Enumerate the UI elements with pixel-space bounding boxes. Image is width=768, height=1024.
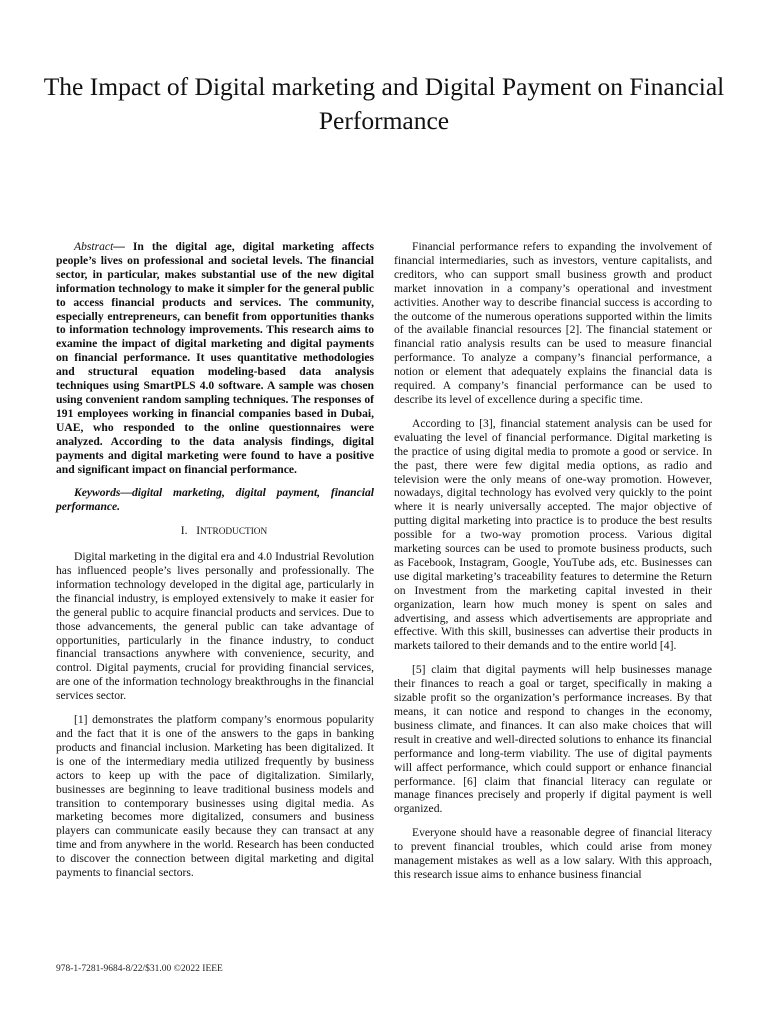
keywords-text: —digital marketing, digital payment, financial performance.: [56, 486, 374, 514]
abstract-dash: —: [113, 240, 125, 253]
keywords-label: Keywords: [74, 486, 121, 500]
body-paragraph: [1] demonstrates the platform company’s enormous popularity and the fact that it is one of the answers to the gaps in banking products and financial inclusion. Marketing has been digitalized. It is one of the intermediary media utilized frequently by business actors to keep up with the pace of digitalization. Similarly, businesses are beginning to leave traditional business models and transition to contemporary businesses using digital media. As marketing becomes more digitalized, consumers and business players can communicate easily because they can transact at any time and from anywhere in the world. Research has been conducted to discover the connection between digital marketing and digital payments to financial sectors.: [56, 713, 374, 880]
abstract-label: Abstract: [74, 240, 114, 253]
body-paragraph: [5] claim that digital payments will help businesses manage their finances to reach a goal or target, specifically in making a sizable profit so the organization’s performance increases. By that means, it can notice and respond to changes in the economy, business climate, and finances. It can also make choices that will result in creative and well-directed solutions to enhance its financial performance and long-term viability. The use of digital payments will affect performance, which could support or enhance financial performance. [6] claim that financial literacy can regulate or manage finances precisely and properly if digital payment is well organized.: [394, 663, 712, 816]
section-title-rest: NTRODUCTION: [200, 527, 268, 538]
left-column: [56, 240, 374, 890]
section-heading-introduction: [56, 524, 374, 540]
section-number: I.: [180, 524, 188, 538]
body-paragraph: Everyone should have a reasonable degree of financial literacy to prevent financial troubles, which could arise from money management mistakes as well as a low salary. With this approach, this research issue aims to enhance business financial: [394, 826, 712, 881]
abstract: [56, 240, 374, 476]
keywords: [56, 486, 374, 514]
body-paragraph: Financial performance refers to expanding the involvement of financial intermediaries, such as investors, venture capitalists, and creditors, who can support small business growth and product market innovation in a company’s operational and investment activities. Another way to describe financial success is according to the outcome of the numerous operations supported within the limits of the available financial resources [2]. The financial statement or financial ratio analysis results can be used to measure financial performance. To analyze a company’s financial performance, a notion or element that adequately explains the financial data is required. A company’s financial performance can be used to describe its level of excellence during a specific time.: [394, 240, 712, 406]
body-paragraph: Digital marketing in the digital era and 4.0 Industrial Revolution has influenced people’s lives personally and professionally. The information technology developed in the digital age, particularly in the financial industry, is employed extensively to make it easier for the general public to acquire financial products and services. Due to those advancements, the general public can take advantage of opportunities, particularly in the finance industry, to conduct financial transactions anywhere with convenience, security, and control. Digital payments, crucial for providing financial services, are one of the information technology breakthroughs in the financial services sector.: [56, 550, 374, 703]
body-paragraph: According to [3], financial statement analysis can be used for evaluating the level of financial performance. Digital marketing is the practice of using digital media to promote a good or service. In the past, there were few digital media options, as radio and television were the only means of one-way promotion. However, nowadays, digital technology has evolved very quickly to the point where it is nearly universally accepted. The major objective of putting digital marketing into practice is to produce the best results possible for a two-way promotion process. Various digital marketing sources can be used to promote business products, such as Facebook, Instagram, Google, YouTube ads, etc. Businesses can use digital marketing’s traceability features to determine the Return on Investment from the marketing capital invested in their organization, learn how much money is spent on sales and advertising, and assess which advertisements are appropriate and effective. With this skill, businesses can advertise their products in markets tailored to their demands and to the entire world [4].: [394, 416, 712, 653]
paper-title: The Impact of Digital marketing and Digital Payment on Financial Performance: [43, 72, 725, 135]
right-column: [394, 240, 712, 892]
abstract-text: In the digital age, digital marketing affects people’s lives on professional and societal levels. The financial sector, in particular, makes substantial use of the new digital information technology to make it simpler for the general public to access financial products and services. The community, especially entrepreneurs, can benefit from opportunities thanks to information technology improvements. This research aims to examine the impact of digital marketing and digital payments on financial performance. It uses quantitative methodologies and structural equation modeling-based data analysis techniques using SmartPLS 4.0 software. A sample was chosen using convenient random sampling techniques. The responses of 191 employees working in financial companies based in Dubai, UAE, who responded to the online questionnaires were analyzed. According to the data analysis findings, digital payments and digital marketing were found to have a positive and significant impact on financial performance.: [56, 240, 374, 476]
section-title-initial: I: [196, 524, 201, 538]
copyright-footer: 978-1-7281-9684-8/22/$31.00 ©2022 IEEE: [56, 964, 223, 974]
